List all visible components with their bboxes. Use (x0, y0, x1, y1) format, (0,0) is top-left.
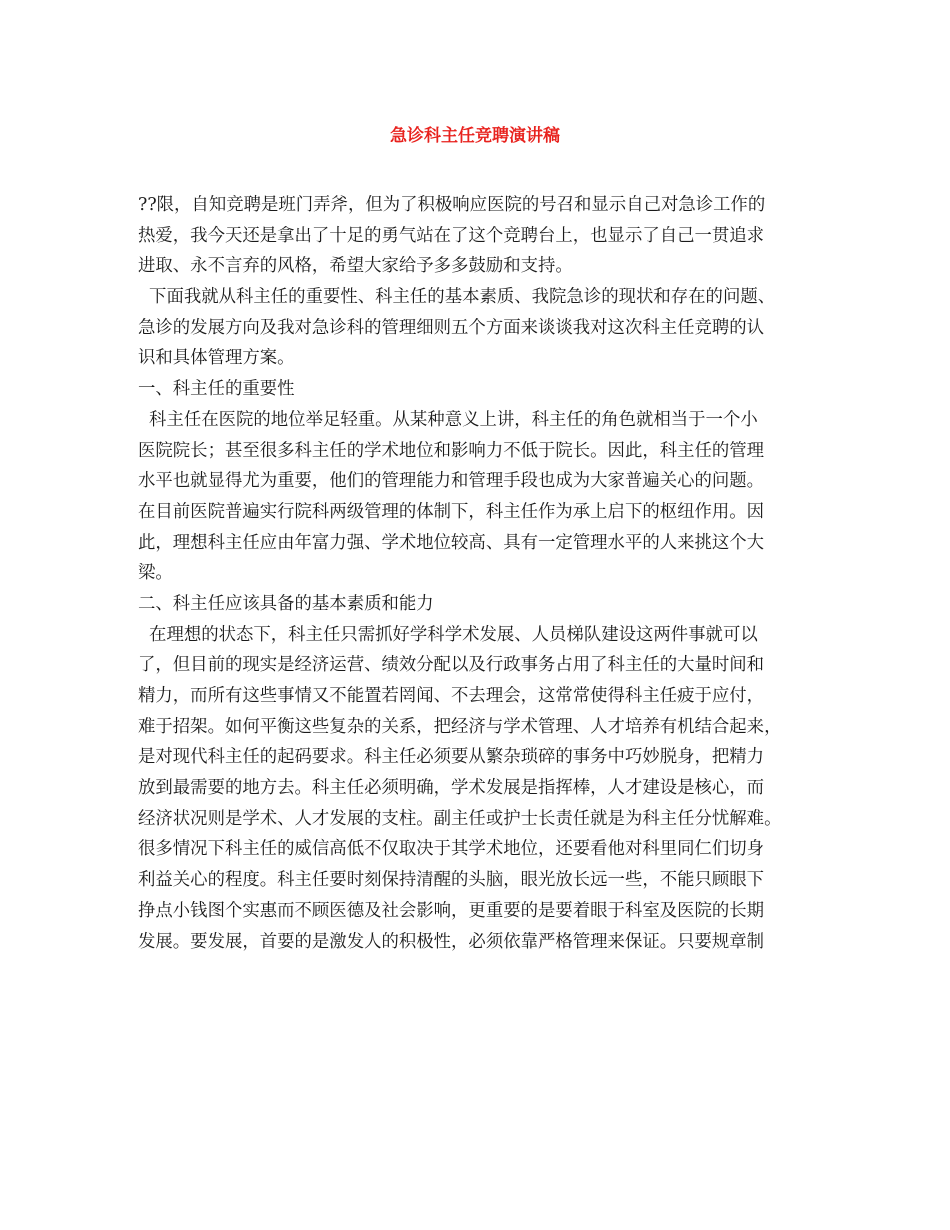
text-line: 识和具体管理方案。 (138, 348, 295, 369)
text-line: 利益关心的程度。科主任要时刻保持清醒的头脑，眼光放长远一些，不能只顾眼下 (138, 870, 765, 891)
text-line: 急诊的发展方向及我对急诊科的管理细则五个方面来谈谈我对这次科主任竞聘的认 (138, 317, 765, 338)
section-heading: 一、科主任的重要性 (138, 379, 295, 400)
text-line: 梁。 (138, 563, 173, 584)
text-line: 科主任在医院的地位举足轻重。从某种意义上讲，科主任的角色就相当于一个小 (138, 409, 758, 430)
text-line: 了，但目前的现实是经济运营、绩效分配以及行政事务占用了科主任的大量时间和 (138, 655, 765, 676)
text-line: 在目前医院普遍实行院科两级管理的体制下，科主任作为承上启下的枢纽作用。因 (138, 501, 765, 522)
text-line: 发展。要发展，首要的是激发人的积极性，必须依靠严格管理来保证。只要规章制 (138, 931, 765, 952)
text-line: 进取、永不言弃的风格，希望大家给予多多鼓励和支持。 (138, 256, 573, 277)
document-body (138, 190, 828, 957)
text-line: 挣点小钱图个实惠而不顾医德及社会影响，更重要的是要着眼于科室及医院的长期 (138, 900, 765, 921)
text-line: 经济状况则是学术、人才发展的支柱。副主任或护士长责任就是为科主任分忧解难。 (138, 808, 782, 829)
document-title: 急诊科主任竞聘演讲稿 (390, 126, 560, 146)
text-line: 放到最需要的地方去。科主任必须明确，学术发展是指挥棒，人才建设是核心，而 (138, 778, 765, 799)
text-line: 在理想的状态下，科主任只需抓好学科学术发展、人员梯队建设这两件事就可以 (138, 624, 758, 645)
text-line: 精力，而所有这些事情又不能置若罔闻、不去理会，这常常使得科主任疲于应付， (138, 686, 765, 706)
text-line: 医院院长；甚至很多科主任的学术地位和影响力不低于院长。因此，科主任的管理 (138, 440, 765, 461)
text-line: 难于招架。如何平衡这些复杂的关系，把经济与学术管理、人才培养有机结合起来， (138, 716, 782, 737)
text-line: 下面我就从科主任的重要性、科主任的基本素质、我院急诊的现状和存在的问题、 (138, 287, 776, 308)
section-heading: 二、科主任应该具备的基本素质和能力 (138, 593, 434, 614)
text-line: ??限，自知竞聘是班门弄斧，但为了积极响应医院的号召和显示自己对急诊工作的 (138, 195, 766, 215)
text-line: 很多情况下科主任的威信高低不仅取决于其学术地位，还要看他对科里同仁们切身 (138, 839, 765, 860)
text-line: 水平也就显得尤为重要，他们的管理能力和管理手段也成为大家普遍关心的问题。 (138, 471, 765, 492)
text-line: 热爱，我今天还是拿出了十足的勇气站在了这个竞聘台上，也显示了自己一贯追求 (138, 225, 765, 246)
text-line: 此，理想科主任应由年富力强、学术地位较高、具有一定管理水平的人来挑这个大 (138, 532, 765, 553)
text-line: 是对现代科主任的起码要求。科主任必须要从繁杂琐碎的事务中巧妙脱身，把精力 (138, 747, 765, 768)
